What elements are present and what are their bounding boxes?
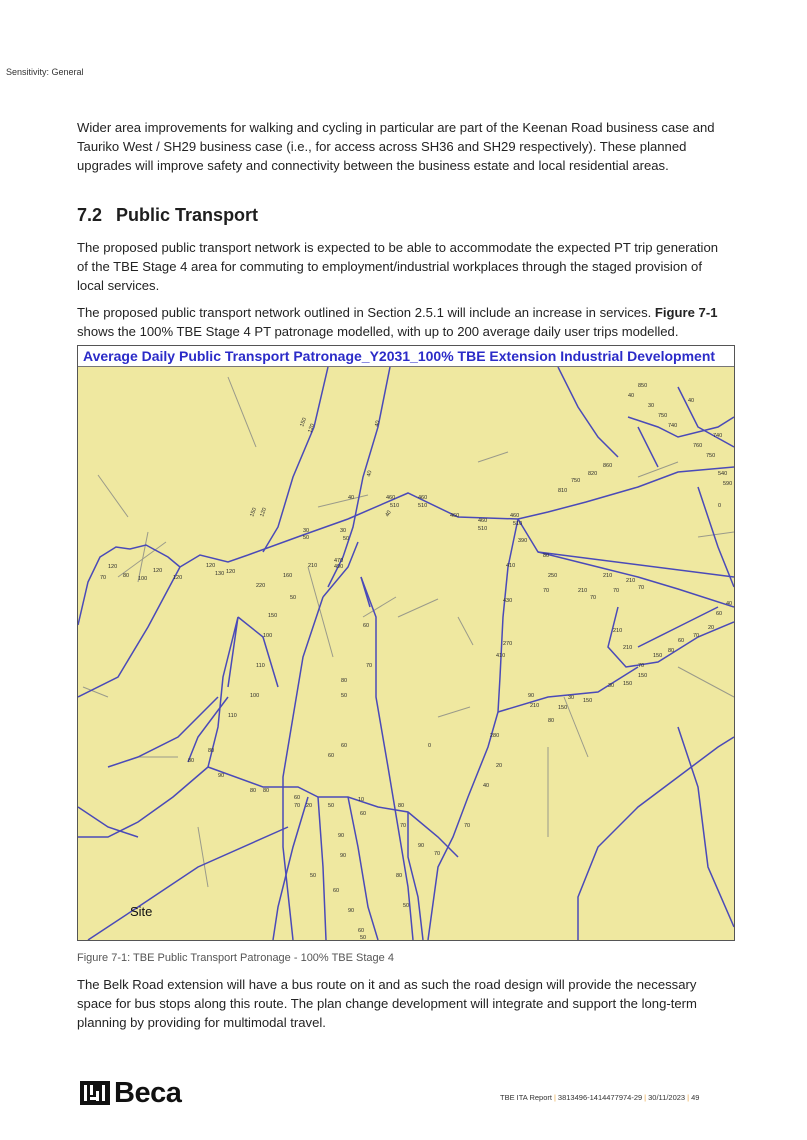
svg-text:210: 210 xyxy=(603,573,613,579)
section-number: 7.2 xyxy=(77,205,103,225)
svg-text:90: 90 xyxy=(528,693,535,699)
svg-text:150: 150 xyxy=(299,416,309,428)
svg-text:90: 90 xyxy=(348,908,355,914)
svg-text:90: 90 xyxy=(218,773,225,779)
svg-text:80: 80 xyxy=(208,748,215,754)
intro-paragraph: Wider area improvements for walking and cycling in particular are part of the Keenan Road business case and Tauriko West / SH29 business case (i.e., for access across SH36 and SH29 respectively). These planned upgrades will improve safety and connectivity between the business estate and local residential areas. xyxy=(77,120,715,173)
svg-text:40: 40 xyxy=(348,495,355,501)
svg-text:60: 60 xyxy=(360,811,367,817)
svg-text:70: 70 xyxy=(464,823,471,829)
svg-text:120: 120 xyxy=(226,569,236,575)
svg-text:820: 820 xyxy=(588,471,598,477)
svg-text:750: 750 xyxy=(658,413,668,419)
map-title: Average Daily Public Transport Patronage_Y2031_100% TBE Extension Industrial Development xyxy=(78,346,734,367)
svg-text:470: 470 xyxy=(334,558,344,564)
svg-text:150: 150 xyxy=(638,673,648,679)
svg-text:150: 150 xyxy=(249,506,259,518)
svg-text:460: 460 xyxy=(418,495,428,501)
svg-text:70: 70 xyxy=(590,595,597,601)
svg-text:50: 50 xyxy=(343,536,350,542)
svg-text:50: 50 xyxy=(290,595,297,601)
patronage-map xyxy=(77,345,735,941)
svg-text:20: 20 xyxy=(708,625,715,631)
footer-date: 30/11/2023 xyxy=(648,1093,686,1102)
svg-text:210: 210 xyxy=(308,563,318,569)
svg-text:120: 120 xyxy=(173,575,183,581)
svg-text:460: 460 xyxy=(386,495,396,501)
svg-text:70: 70 xyxy=(400,823,407,829)
svg-text:430: 430 xyxy=(503,598,513,604)
svg-text:20: 20 xyxy=(306,803,313,809)
svg-text:70: 70 xyxy=(543,588,550,594)
svg-text:150: 150 xyxy=(268,613,278,619)
svg-text:210: 210 xyxy=(613,628,623,634)
svg-text:80: 80 xyxy=(543,553,550,559)
svg-text:30: 30 xyxy=(568,695,575,701)
svg-text:390: 390 xyxy=(518,538,528,544)
svg-text:60: 60 xyxy=(328,753,335,759)
section-title: Public Transport xyxy=(116,205,259,225)
svg-text:60: 60 xyxy=(294,795,301,801)
section-heading xyxy=(77,205,258,226)
svg-text:40: 40 xyxy=(374,420,382,428)
svg-text:0: 0 xyxy=(718,503,722,509)
footer-ref: 3813496-1414477974-29 xyxy=(557,1093,643,1102)
svg-text:80: 80 xyxy=(548,718,555,724)
svg-text:80: 80 xyxy=(123,573,130,579)
svg-text:810: 810 xyxy=(558,488,568,494)
svg-text:50: 50 xyxy=(341,693,348,699)
svg-text:70: 70 xyxy=(638,663,645,669)
svg-text:460: 460 xyxy=(450,513,460,519)
svg-text:410: 410 xyxy=(496,653,506,659)
svg-text:510: 510 xyxy=(390,503,400,509)
svg-text:250: 250 xyxy=(548,573,558,579)
svg-text:110: 110 xyxy=(228,713,237,719)
svg-text:90: 90 xyxy=(418,843,425,849)
svg-text:490: 490 xyxy=(334,564,344,570)
bus-routes xyxy=(78,367,734,940)
svg-text:750: 750 xyxy=(706,453,716,459)
svg-text:30: 30 xyxy=(303,528,310,534)
svg-text:80: 80 xyxy=(668,648,675,654)
figure-caption: Figure 7-1: TBE Public Transport Patronage - 100% TBE Stage 4 xyxy=(77,952,394,964)
svg-text:120: 120 xyxy=(206,563,216,569)
svg-text:20: 20 xyxy=(496,763,503,769)
svg-text:150: 150 xyxy=(583,698,593,704)
svg-text:70: 70 xyxy=(294,803,301,809)
svg-text:750: 750 xyxy=(571,478,581,484)
svg-text:60: 60 xyxy=(358,928,365,934)
svg-text:80: 80 xyxy=(250,788,257,794)
minor-roads xyxy=(83,377,734,887)
svg-text:510: 510 xyxy=(513,521,523,527)
pt-paragraph-2-text-b: shows the 100% TBE Stage 4 PT patronage modelled, with up to 200 average daily user trips modelled. xyxy=(77,324,679,339)
svg-text:90: 90 xyxy=(340,853,347,859)
svg-text:740: 740 xyxy=(668,423,678,429)
svg-text:70: 70 xyxy=(434,851,441,857)
svg-text:860: 860 xyxy=(603,463,613,469)
svg-text:90: 90 xyxy=(338,833,345,839)
page-footer xyxy=(500,1093,699,1102)
svg-text:80: 80 xyxy=(396,873,403,879)
svg-text:40: 40 xyxy=(366,470,374,478)
svg-text:60: 60 xyxy=(363,623,370,629)
svg-text:50: 50 xyxy=(310,873,317,879)
svg-text:50: 50 xyxy=(360,935,367,940)
svg-text:80: 80 xyxy=(398,803,405,809)
svg-text:70: 70 xyxy=(100,575,107,581)
svg-text:270: 270 xyxy=(503,641,513,647)
svg-text:150: 150 xyxy=(653,653,663,659)
beca-logo-icon xyxy=(80,1081,110,1105)
svg-text:120: 120 xyxy=(259,506,269,518)
svg-text:850: 850 xyxy=(638,383,648,389)
site-label: Site xyxy=(130,904,153,919)
svg-text:70: 70 xyxy=(638,585,645,591)
svg-text:460: 460 xyxy=(478,518,488,524)
svg-text:70: 70 xyxy=(693,633,700,639)
beca-logo xyxy=(80,1078,181,1108)
svg-text:120: 120 xyxy=(307,422,317,434)
svg-text:740: 740 xyxy=(713,433,723,439)
svg-text:110: 110 xyxy=(256,663,265,669)
footer-separator: | xyxy=(644,1093,647,1102)
footer-page-number: 49 xyxy=(691,1093,700,1102)
svg-text:120: 120 xyxy=(153,568,163,574)
svg-text:40: 40 xyxy=(688,398,695,404)
svg-text:60: 60 xyxy=(716,611,723,617)
svg-text:210: 210 xyxy=(623,645,633,651)
svg-text:100: 100 xyxy=(138,576,148,582)
footer-report: TBE ITA Report xyxy=(500,1093,552,1102)
svg-text:760: 760 xyxy=(693,443,703,449)
svg-text:210: 210 xyxy=(578,588,588,594)
svg-text:220: 220 xyxy=(256,583,266,589)
svg-text:70: 70 xyxy=(366,663,373,669)
svg-text:120: 120 xyxy=(108,564,118,570)
svg-text:40: 40 xyxy=(628,393,635,399)
svg-text:40: 40 xyxy=(384,509,393,518)
svg-text:80: 80 xyxy=(263,788,270,794)
flow-labels xyxy=(100,383,732,940)
svg-text:80: 80 xyxy=(188,758,195,764)
svg-text:100: 100 xyxy=(250,693,260,699)
figure-reference: Figure 7-1 xyxy=(654,305,718,320)
svg-text:410: 410 xyxy=(506,563,516,569)
svg-text:60: 60 xyxy=(333,888,340,894)
svg-text:460: 460 xyxy=(510,513,520,519)
svg-text:510: 510 xyxy=(478,526,488,532)
svg-text:70: 70 xyxy=(613,588,620,594)
svg-text:60: 60 xyxy=(341,743,348,749)
svg-text:80: 80 xyxy=(341,678,348,684)
svg-text:100: 100 xyxy=(263,633,273,639)
svg-text:10: 10 xyxy=(358,797,365,803)
svg-text:30: 30 xyxy=(648,403,655,409)
svg-text:30: 30 xyxy=(340,528,347,534)
footer-separator: | xyxy=(553,1093,556,1102)
svg-text:40: 40 xyxy=(726,601,733,607)
svg-text:40: 40 xyxy=(483,783,490,789)
svg-text:280: 280 xyxy=(490,733,500,739)
beca-logo-text: Beca xyxy=(114,1077,182,1109)
pt-paragraph-2 xyxy=(77,303,727,341)
svg-text:510: 510 xyxy=(418,503,428,509)
belk-road-paragraph: The Belk Road extension will have a bus route on it and as such the road design will provide the necessary space for bus stops along this route. The plan change development will integrate and support the long-term planning by providing for multimodal travel. xyxy=(77,977,697,1030)
svg-text:160: 160 xyxy=(283,573,293,579)
svg-text:590: 590 xyxy=(723,481,733,487)
svg-text:50: 50 xyxy=(328,803,335,809)
sensitivity-label: Sensitivity: General xyxy=(6,67,84,77)
svg-text:210: 210 xyxy=(626,578,636,584)
svg-text:150: 150 xyxy=(558,705,568,711)
svg-text:60: 60 xyxy=(678,638,685,644)
svg-text:0: 0 xyxy=(428,743,432,749)
pt-paragraph-2-text-a: The proposed public transport network outlined in Section 2.5.1 will include an increase in services. xyxy=(77,305,655,320)
svg-text:540: 540 xyxy=(718,471,728,477)
svg-text:210: 210 xyxy=(530,703,540,709)
svg-text:30: 30 xyxy=(608,683,615,689)
svg-text:50: 50 xyxy=(403,903,410,909)
svg-text:150: 150 xyxy=(623,681,633,687)
svg-text:50: 50 xyxy=(303,535,310,541)
footer-separator: | xyxy=(687,1093,690,1102)
map-canvas xyxy=(78,367,734,940)
pt-paragraph-1: The proposed public transport network is expected to be able to accommodate the expected PT trip generation of the TBE Stage 4 area for commuting to employment/industrial workplaces through the staged provision of local services. xyxy=(77,240,719,293)
svg-text:130: 130 xyxy=(215,571,225,577)
